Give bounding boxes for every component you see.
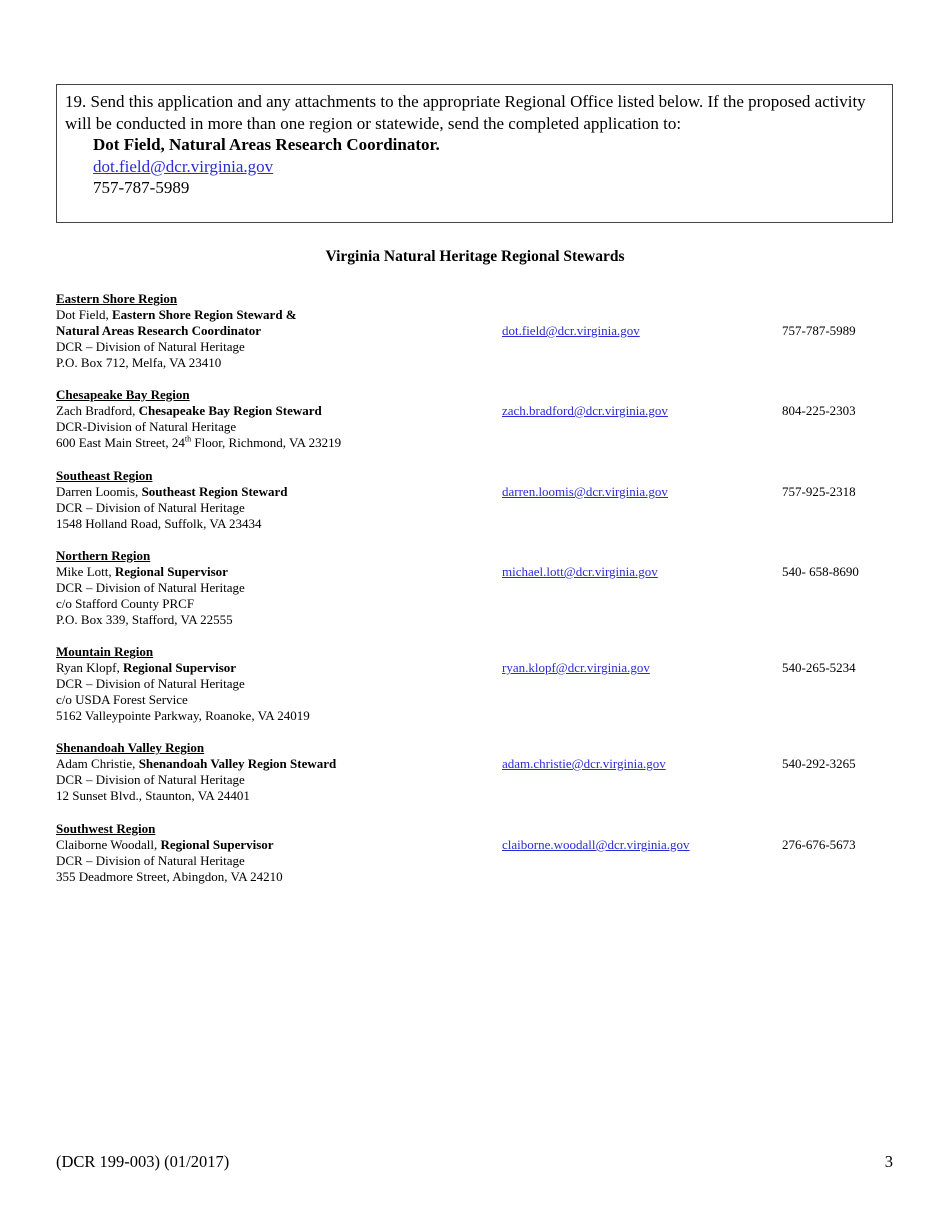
address-line: DCR – Division of Natural Heritage bbox=[56, 339, 245, 354]
steward-name: Claiborne Woodall, bbox=[56, 837, 161, 852]
address-line: 600 East Main Street, 24th Floor, Richmond, VA 23219 bbox=[56, 434, 342, 450]
steward-title: Regional Supervisor bbox=[160, 837, 274, 852]
phone-southwest: 276-676-5673 bbox=[782, 837, 856, 852]
address-line: c/o USDA Forest Service bbox=[56, 692, 188, 707]
contact-phone: 757-787-5989 bbox=[93, 178, 190, 197]
address-line: P.O. Box 712, Melfa, VA 23410 bbox=[56, 355, 222, 370]
form-id: (DCR 199-003) (01/2017) bbox=[56, 1152, 230, 1171]
region-name: Shenandoah Valley Region bbox=[56, 740, 205, 755]
steward-name: Adam Christie, bbox=[56, 756, 139, 771]
address-line: DCR – Division of Natural Heritage bbox=[56, 853, 245, 868]
phone-mountain: 540-265-5234 bbox=[782, 660, 856, 675]
page-number: 3 bbox=[884, 1152, 893, 1171]
address-line: DCR – Division of Natural Heritage bbox=[56, 580, 245, 595]
region-name: Southwest Region bbox=[56, 821, 156, 836]
email-link-chesapeake-bay[interactable]: zach.bradford@dcr.virginia.gov bbox=[502, 403, 668, 418]
steward-name: Zach Bradford, bbox=[56, 403, 139, 418]
address-line: DCR – Division of Natural Heritage bbox=[56, 500, 245, 515]
instruction-box bbox=[56, 84, 893, 223]
region-block-northern bbox=[56, 548, 245, 628]
address-line: DCR – Division of Natural Heritage bbox=[56, 676, 245, 691]
email-link-southeast[interactable]: darren.loomis@dcr.virginia.gov bbox=[502, 484, 668, 499]
region-block-chesapeake-bay bbox=[56, 387, 341, 451]
address-line: 355 Deadmore Street, Abingdon, VA 24210 bbox=[56, 869, 283, 884]
email-link-shenandoah-valley[interactable]: adam.christie@dcr.virginia.gov bbox=[502, 756, 666, 771]
region-block-southeast bbox=[56, 468, 287, 532]
region-block-shenandoah-valley bbox=[56, 740, 336, 804]
region-name: Chesapeake Bay Region bbox=[56, 387, 190, 402]
steward-title: Shenandoah Valley Region Steward bbox=[138, 756, 337, 771]
steward-title: Regional Supervisor bbox=[114, 564, 228, 579]
steward-title-2: Natural Areas Research Coordinator bbox=[56, 323, 261, 338]
address-line: 12 Sunset Blvd., Staunton, VA 24401 bbox=[56, 788, 250, 803]
region-name: Mountain Region bbox=[56, 644, 154, 659]
steward-title: Eastern Shore Region Steward & bbox=[111, 307, 297, 322]
address-line: DCR – Division of Natural Heritage bbox=[56, 772, 245, 787]
phone-northern: 540- 658-8690 bbox=[782, 564, 859, 579]
phone-eastern-shore: 757-787-5989 bbox=[782, 323, 856, 338]
address-line: DCR-Division of Natural Heritage bbox=[56, 419, 237, 434]
region-block-southwest bbox=[56, 821, 283, 885]
email-link-eastern-shore[interactable]: dot.field@dcr.virginia.gov bbox=[502, 323, 640, 338]
phone-shenandoah-valley: 540-292-3265 bbox=[782, 756, 856, 771]
address-line: c/o Stafford County PRCF bbox=[56, 596, 195, 611]
page-heading: Virginia Natural Heritage Regional Stewards bbox=[325, 248, 625, 265]
contact-email-link[interactable]: dot.field@dcr.virginia.gov bbox=[93, 156, 274, 176]
email-link-mountain[interactable]: ryan.klopf@dcr.virginia.gov bbox=[502, 660, 650, 675]
region-block-eastern-shore bbox=[56, 291, 297, 371]
phone-chesapeake-bay: 804-225-2303 bbox=[782, 403, 856, 418]
region-name: Northern Region bbox=[56, 548, 151, 563]
steward-title: Regional Supervisor bbox=[123, 660, 237, 675]
phone-southeast: 757-925-2318 bbox=[782, 484, 856, 499]
steward-name: Ryan Klopf, bbox=[56, 660, 123, 675]
address-line: P.O. Box 339, Stafford, VA 22555 bbox=[56, 612, 233, 627]
instruction-text: 19. Send this application and any attachments to the appropriate Regional Office listed below. If the proposed activity will be conducted in more than one region or statewide, send the completed application to: bbox=[65, 92, 866, 133]
region-name: Eastern Shore Region bbox=[56, 291, 178, 306]
region-name: Southeast Region bbox=[56, 468, 153, 483]
steward-name: Dot Field, bbox=[56, 307, 112, 322]
steward-title: Southeast Region Steward bbox=[141, 484, 288, 499]
steward-name: Mike Lott, bbox=[56, 564, 115, 579]
email-link-northern[interactable]: michael.lott@dcr.virginia.gov bbox=[502, 564, 658, 579]
steward-name: Darren Loomis, bbox=[56, 484, 142, 499]
address-line: 5162 Valleypointe Parkway, Roanoke, VA 24019 bbox=[56, 708, 310, 723]
contact-name: Dot Field, Natural Areas Research Coordinator. bbox=[93, 135, 440, 154]
address-line: 1548 Holland Road, Suffolk, VA 23434 bbox=[56, 516, 262, 531]
region-block-mountain bbox=[56, 644, 310, 724]
email-link-southwest[interactable]: claiborne.woodall@dcr.virginia.gov bbox=[502, 837, 690, 852]
steward-title: Chesapeake Bay Region Steward bbox=[138, 403, 322, 418]
